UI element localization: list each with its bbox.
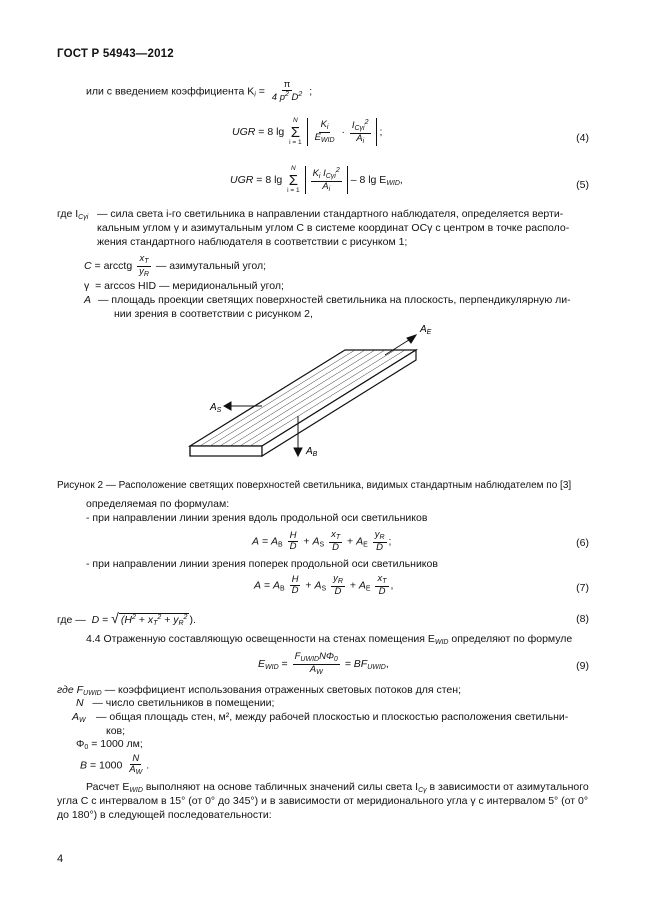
definition-phi0: $\Phi_0 = 1000$ лм; <box>76 738 143 751</box>
equation-5: UGR = 8 lg N Σ i = 1 $\frac{K_i I_{C\gamma i}^2}{A_i}$ – 8 $\lg E_{WID}$, <box>230 165 403 194</box>
section-4-4: 4.4 Отраженную составляющую освещенности на стенах помещения $E_{WID}$ определяют по формуле <box>86 633 573 646</box>
intro-frac-den: 4 $p^2$ $D^2$ <box>271 91 303 104</box>
eq4-number: (4) <box>576 132 589 144</box>
equation-4: UGR = 8 lg N Σ i = 1 $\frac{K_i}{E_{WID}}$ · $\frac{I_{C\gamma i}^2}{A_i}$ ; <box>232 117 383 146</box>
eq5-sigma: N Σ i = 1 <box>287 165 300 194</box>
intro-frac-num: π <box>283 79 291 90</box>
figure-2-caption: Рисунок 2 — Расположение светящих поверхностей светильника, видимых стандартным наблюдателем по [3] <box>57 480 572 491</box>
eq9-number: (9) <box>576 660 589 672</box>
eq5-op: = 8 lg <box>256 173 283 186</box>
definition-icgi: где $I_{C\gamma i}$ — сила света i-го светильника в направлении стандартного наблюдателя, определяется верти- кальным углом γ и азимутальным углом C в системе координат OCγ с центром в точке располо- жения стандартного наблюдателя в соответствии с рисунком 1; <box>57 208 570 248</box>
eq8-number: (8) <box>576 613 589 625</box>
definition-b: B = 1000 $\frac{N}{A_W}$ . <box>80 753 150 777</box>
intro-line <box>86 80 312 104</box>
eq4-bracket: $\frac{K_i}{E_{WID}}$ · $\frac{I_{C\gamma i}^2}{A_i}$ <box>307 118 377 146</box>
equation-6: $A = A_B$ $\frac{H}{D}$ + $A_S$ $\frac{x_T}{D}$ + $A_E$ $\frac{y_R}{D}$ ; <box>252 529 392 553</box>
definition-aw: $A_W$ — общая площадь стен, м², между рабочей плоскостью и плоскостью расположения светильни- ков; <box>72 711 569 737</box>
text-formulas-lead: определяемая по формулам: <box>86 498 230 510</box>
definition-fuwid: где $F_{UWID}$ — коэффициент использования отраженных световых потоков для стен; <box>57 684 461 697</box>
luminaire-body <box>190 350 416 456</box>
eq4-sigma: N Σ i = 1 <box>289 117 302 146</box>
definition-n: N — число светильников в помещении; <box>76 697 275 709</box>
eq6-number: (6) <box>576 537 589 549</box>
document-header: ГОСТ Р 54943—2012 <box>57 48 174 60</box>
eq5-number: (5) <box>576 179 589 191</box>
eq5-lhs: UGR <box>230 173 254 186</box>
definition-c: C = arcctg $\frac{x_T}{y_R}$ — азимутальный угол; <box>84 253 266 278</box>
equation-8: где — D = √ ($H^2 + x_T^2 + y_R^2$ ). <box>57 610 196 627</box>
figure-2-luminaire <box>180 320 470 470</box>
eq5-bracket: $\frac{K_i I_{C\gamma i}^2}{A_i}$ <box>305 166 348 194</box>
intro-tail: ; <box>309 85 313 98</box>
equation-9: $E_{WID}$ = $\frac{F_{UWID}N\Phi_0}{A_W}$ = $BF_{UWID}$, <box>258 651 389 676</box>
eq7-number: (7) <box>576 582 589 594</box>
label-ae: $A_E$ <box>420 324 432 336</box>
page-number: 4 <box>57 853 64 865</box>
definition-a: A — площадь проекции светящих поверхностей светильника на плоскость, перпендикулярную ли- нии зрения в соответствии с рисунком 2, <box>84 294 571 320</box>
label-as: $A_S$ <box>210 402 222 414</box>
text-across-axis: - при направлении линии зрения поперек продольной оси светильников <box>86 558 438 570</box>
label-ab: $A_B$ <box>306 446 318 458</box>
eq4-op: = 8 lg <box>258 125 285 138</box>
equation-7: $A = A_B$ $\frac{H}{D}$ + $A_S$ $\frac{y_R}{D}$ + $A_E$ $\frac{x_T}{D}$ , <box>254 573 394 597</box>
definition-gamma: γ = arccos HID — меридиональный угол; <box>84 280 284 292</box>
intro-text: или с введением коэффициента K <box>86 85 255 98</box>
intro-eq: = <box>258 85 265 98</box>
intro-fraction <box>270 80 305 104</box>
final-paragraph: Расчет $E_{WID}$ выполняют на основе табличных значений силы света $I_{C\gamma}$ в зависимости от азимутального угла C с интервалом в 15° (от 0° до 345°) и в зависимости от меридионального угла γ с интервалом 5° (от 0° до 180°) в следующей последовательности: <box>57 781 589 822</box>
text-along-axis: - при направлении линии зрения вдоль продольной оси светильников <box>86 512 428 524</box>
intro-sub: i <box>254 91 256 99</box>
eq4-lhs: UGR <box>232 125 256 138</box>
